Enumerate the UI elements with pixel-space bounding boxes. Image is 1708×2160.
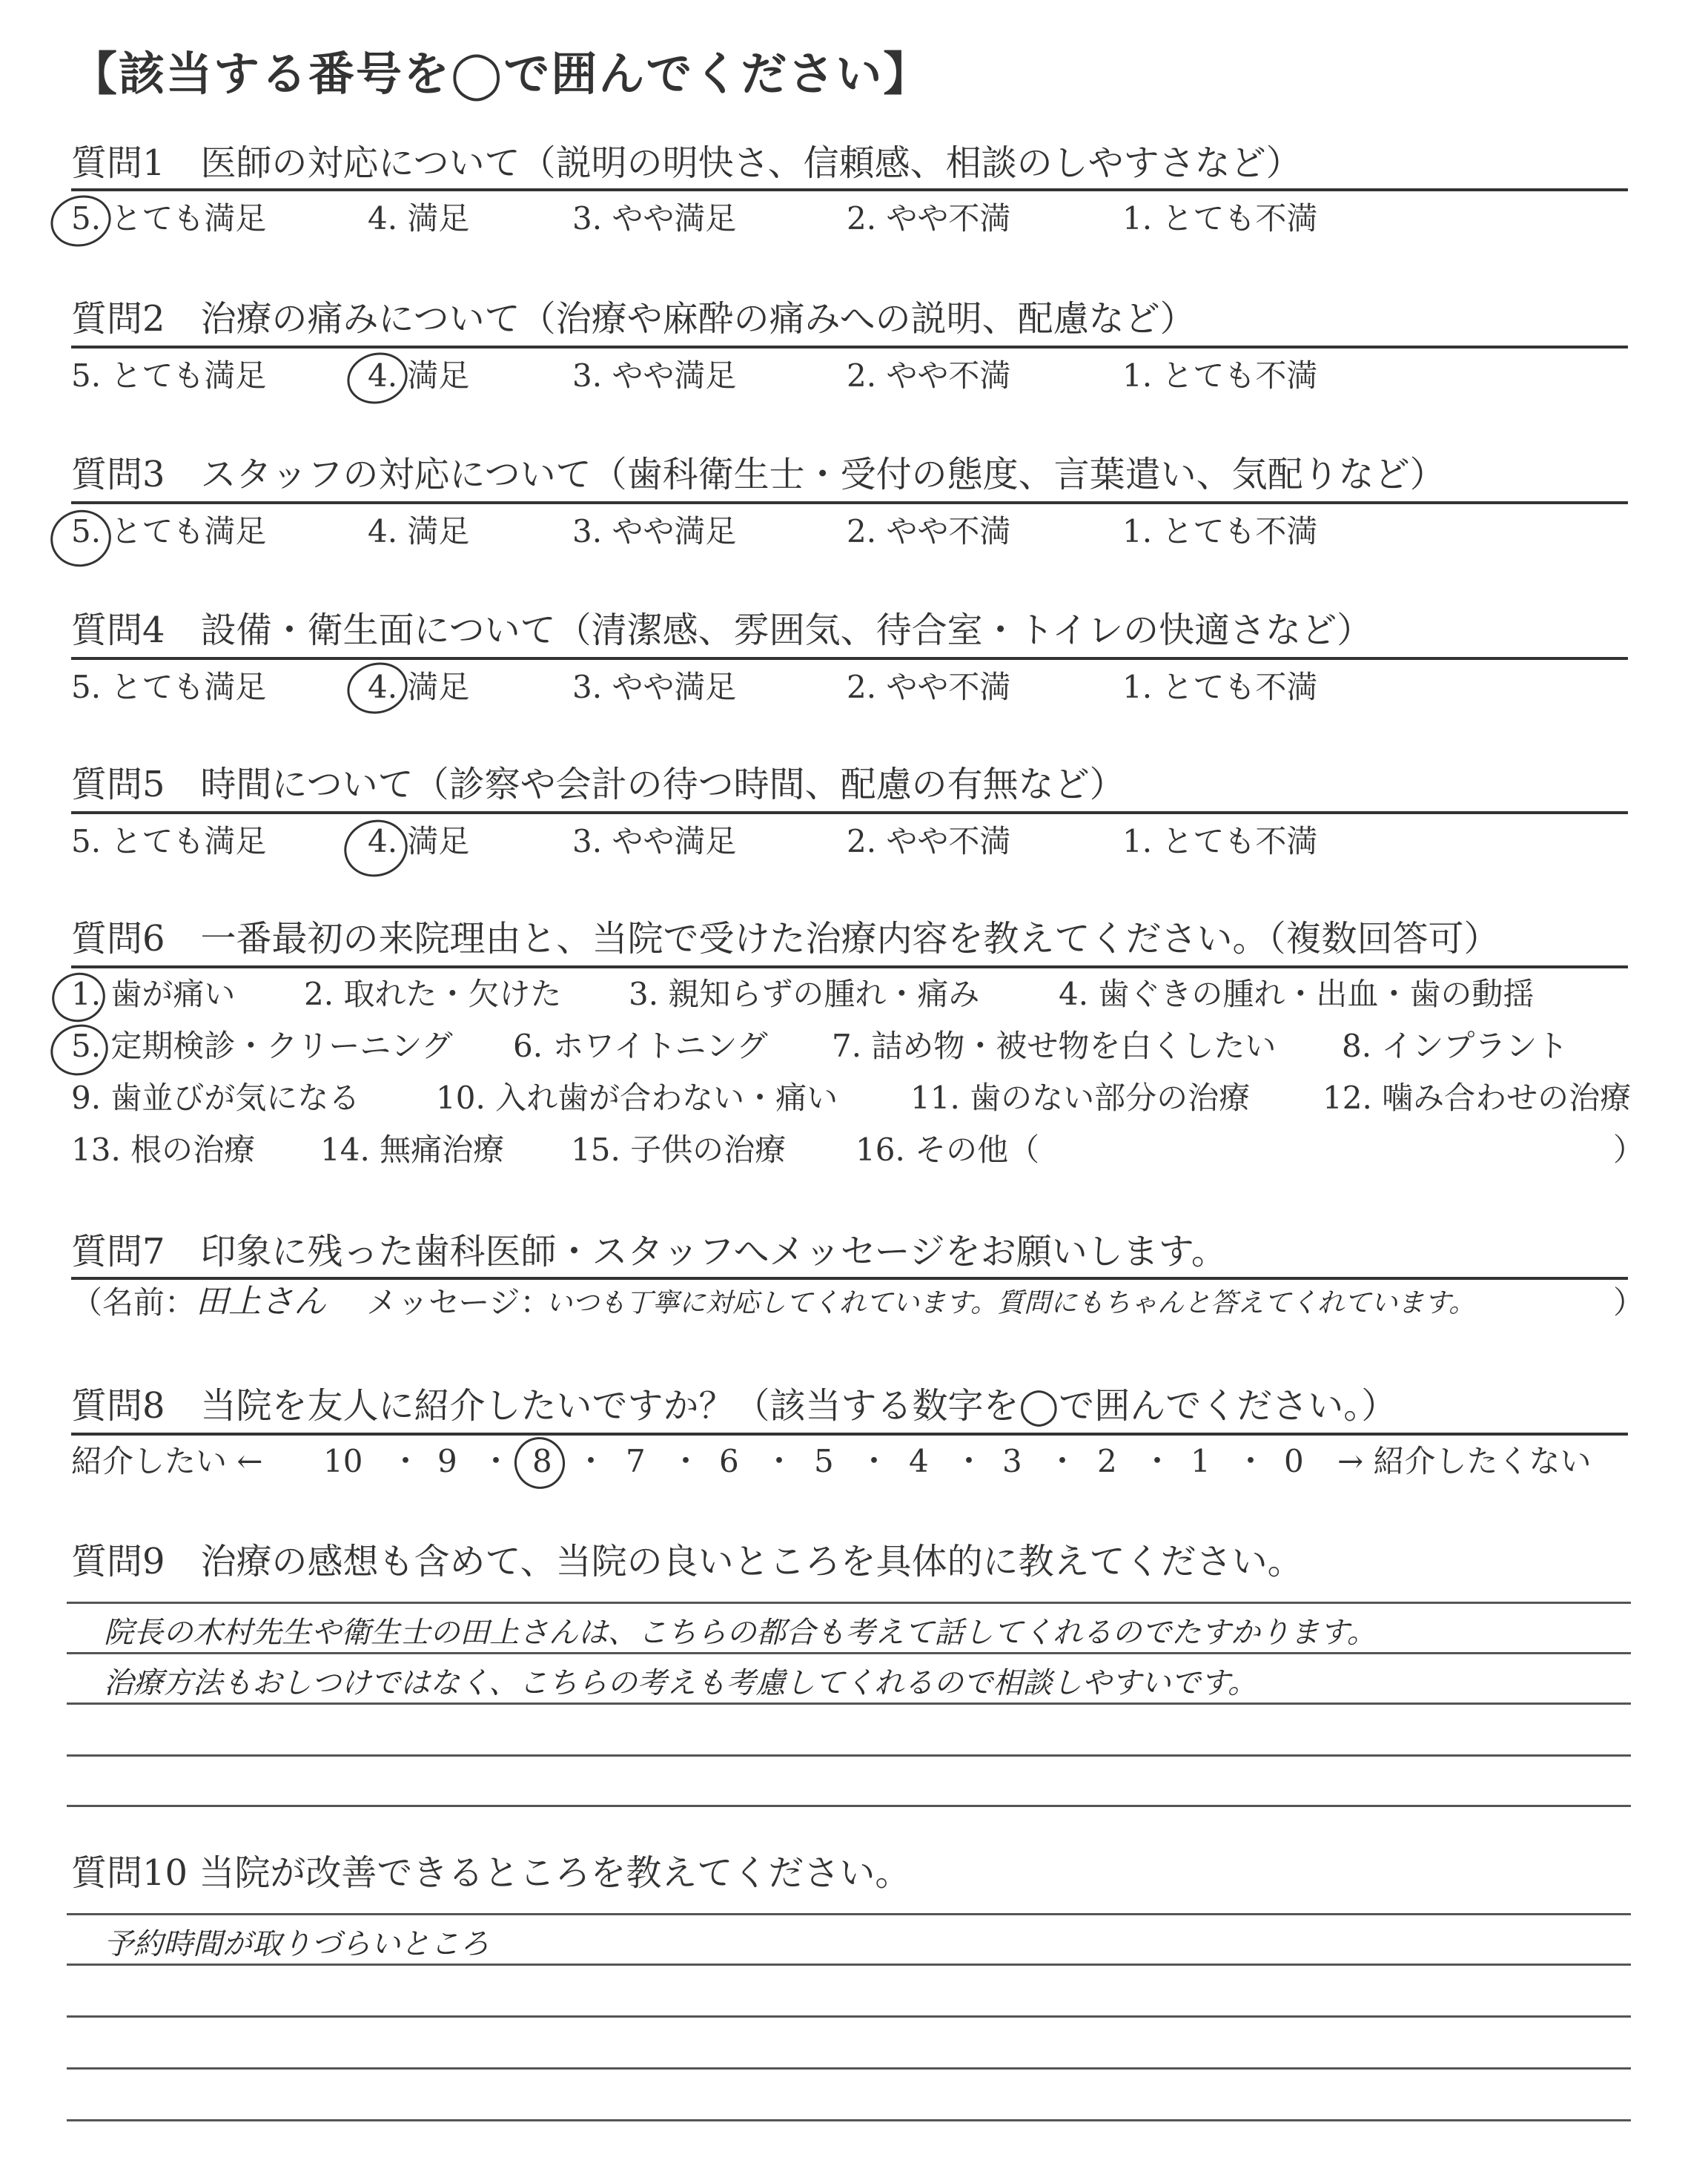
- scale-separator: ・: [670, 1443, 702, 1479]
- question-8-label: 質問8 当院を友人に紹介したいですか？（該当する数字を◯で囲んでください。）: [71, 1385, 1397, 1427]
- option-4[interactable]: 4. 満足: [368, 823, 470, 859]
- selection-circle-mark: [342, 656, 414, 721]
- option-3[interactable]: 3. やや満足: [572, 823, 737, 859]
- question-2-label: 質問2 治療の痛みについて（治療や麻酔の痛みへの説明、配慮など）: [71, 298, 1196, 340]
- divider: [71, 1433, 1628, 1436]
- answer-line: [67, 1913, 1631, 1915]
- page-title: 【該当する番号を◯で囲んでください】: [71, 47, 931, 101]
- option-whitening[interactable]: 6. ホワイトニング: [513, 1028, 768, 1064]
- option-wisdom-tooth[interactable]: 3. 親知らずの腫れ・痛み: [629, 976, 980, 1012]
- option-5[interactable]: 5. とても満足: [71, 200, 267, 237]
- divider: [71, 346, 1628, 349]
- recommend-scale: [71, 1443, 1635, 1487]
- option-1[interactable]: 1. とても不満: [1122, 200, 1318, 237]
- message-close-paren: ）: [1613, 1284, 1645, 1321]
- option-1[interactable]: 1. とても不満: [1122, 357, 1318, 394]
- scale-left-label: 紹介したい ←: [71, 1443, 263, 1479]
- scale-separator: ・: [858, 1443, 890, 1479]
- option-checkup-cleaning[interactable]: 5. 定期検診・クリーニング: [71, 1028, 453, 1064]
- option-2[interactable]: 2. やや不満: [847, 357, 1011, 394]
- scale-separator: ・: [390, 1443, 422, 1479]
- option-4[interactable]: 4. 満足: [368, 357, 470, 394]
- scale-9[interactable]: 9: [437, 1443, 457, 1479]
- divider: [71, 1277, 1628, 1280]
- option-1[interactable]: 1. とても不満: [1122, 823, 1318, 859]
- scale-separator: ・: [764, 1443, 795, 1479]
- divider: [71, 188, 1628, 191]
- divider: [71, 965, 1628, 968]
- scale-10[interactable]: 10: [323, 1443, 363, 1479]
- answer-line: [67, 2067, 1631, 2070]
- scale-separator: ・: [480, 1443, 512, 1479]
- question-6-row-2: [71, 1028, 1635, 1072]
- scale-right-label: → 紹介したくない: [1337, 1443, 1592, 1479]
- option-3[interactable]: 3. やや満足: [572, 357, 737, 394]
- message-value[interactable]: いつも丁寧に対応してくれています。質問にもちゃんと答えてくれています。: [546, 1288, 1476, 1318]
- option-1[interactable]: 1. とても不満: [1122, 669, 1318, 705]
- scale-6[interactable]: 6: [719, 1443, 739, 1479]
- q9-answer-line-2[interactable]: 治療方法もおしつけではなく、こちらの考えも考慮してくれるので相談しやすいです。: [104, 1666, 1257, 1700]
- question-6-row-4: [71, 1132, 1645, 1176]
- question-7-message-row: [71, 1283, 1645, 1329]
- option-2[interactable]: 2. やや不満: [847, 669, 1011, 705]
- question-9-label: 質問9 治療の感想も含めて、当院の良いところを具体的に教えてください。: [71, 1541, 1303, 1582]
- answer-line: [67, 2015, 1631, 2018]
- q10-answer-line-1[interactable]: 予約時間が取りづらいところ: [104, 1927, 489, 1961]
- question-3-label: 質問3 スタッフの対応について（歯科衛生士・受付の態度、言葉遣い、気配りなど）: [71, 454, 1446, 495]
- option-3[interactable]: 3. やや満足: [572, 513, 737, 549]
- scale-4[interactable]: 4: [909, 1443, 929, 1479]
- scale-separator: ・: [575, 1443, 607, 1479]
- question-1-label: 質問1 医師の対応について（説明の明快さ、信頼感、相談のしやすさなど）: [71, 142, 1302, 184]
- option-5[interactable]: 5. とても満足: [71, 357, 267, 394]
- other-close-paren: ）: [1613, 1132, 1645, 1168]
- option-chipped[interactable]: 2. 取れた・欠けた: [304, 976, 562, 1012]
- question-4-options: [71, 669, 1635, 713]
- scale-separator: ・: [953, 1443, 985, 1479]
- divider: [71, 657, 1628, 660]
- question-4-label: 質問4 設備・衛生面について（清潔感、雰囲気、待合室・トイレの快適さなど）: [71, 610, 1373, 651]
- option-alignment[interactable]: 9. 歯並びが気になる: [71, 1080, 360, 1116]
- question-3-options: [71, 513, 1635, 558]
- option-4[interactable]: 4. 満足: [368, 669, 470, 705]
- scale-2[interactable]: 2: [1097, 1443, 1117, 1479]
- question-5-label: 質問5 時間について（診察や会計の待つ時間、配慮の有無など）: [71, 764, 1125, 805]
- option-4[interactable]: 4. 満足: [368, 200, 470, 237]
- option-painless[interactable]: 14. 無痛治療: [320, 1132, 505, 1168]
- option-2[interactable]: 2. やや不満: [847, 200, 1011, 237]
- question-6-row-1: [71, 976, 1635, 1020]
- scale-1[interactable]: 1: [1191, 1443, 1211, 1479]
- question-7-label: 質問7 印象に残った歯科医師・スタッフへメッセージをお願いします。: [71, 1231, 1227, 1272]
- option-5[interactable]: 5. とても満足: [71, 823, 267, 859]
- message-prefix: メッセージ：: [366, 1284, 552, 1321]
- scale-5[interactable]: 5: [814, 1443, 834, 1479]
- question-5-options: [71, 823, 1635, 868]
- option-implant[interactable]: 8. インプラント: [1342, 1028, 1569, 1064]
- option-children[interactable]: 15. 子供の治療: [571, 1132, 787, 1168]
- scale-separator: ・: [1142, 1443, 1174, 1479]
- option-4[interactable]: 4. 満足: [368, 513, 470, 549]
- option-white-fillings[interactable]: 7. 詰め物・被せ物を白くしたい: [832, 1028, 1277, 1064]
- divider: [71, 501, 1628, 504]
- answer-line: [67, 2119, 1631, 2121]
- option-root-canal[interactable]: 13. 根の治療: [71, 1132, 256, 1168]
- scale-separator: ・: [1047, 1443, 1079, 1479]
- option-2[interactable]: 2. やや不満: [847, 513, 1011, 549]
- answer-line: [67, 1602, 1631, 1604]
- option-gum-issues[interactable]: 4. 歯ぐきの腫れ・出血・歯の動揺: [1059, 976, 1535, 1012]
- selection-circle-mark: [45, 189, 117, 254]
- option-other[interactable]: 16. その他（: [855, 1132, 1040, 1168]
- option-3[interactable]: 3. やや満足: [572, 669, 737, 705]
- option-3[interactable]: 3. やや満足: [572, 200, 737, 237]
- q9-answer-line-1[interactable]: 院長の木村先生や衛生士の田上さんは、こちらの都合も考えて話してくれるのでたすかります。: [104, 1616, 1377, 1650]
- option-5[interactable]: 5. とても満足: [71, 513, 267, 549]
- selection-circle-mark: [342, 346, 414, 411]
- name-prefix: （名前：: [71, 1284, 196, 1321]
- option-missing-teeth[interactable]: 11. 歯のない部分の治療: [910, 1080, 1251, 1116]
- scale-0[interactable]: 0: [1284, 1443, 1304, 1479]
- scale-7[interactable]: 7: [626, 1443, 646, 1479]
- question-6-label: 質問6 一番最初の来院理由と、当院で受けた治療内容を教えてください。（複数回答可）: [71, 918, 1500, 960]
- option-2[interactable]: 2. やや不満: [847, 823, 1011, 859]
- option-bite[interactable]: 12. 噛み合わせの治療: [1323, 1080, 1632, 1116]
- name-value[interactable]: 田上さん: [196, 1283, 326, 1321]
- scale-3[interactable]: 3: [1002, 1443, 1022, 1479]
- scale-8[interactable]: 8: [532, 1443, 552, 1479]
- question-10-label: 質問10 当院が改善できるところを教えてください。: [71, 1852, 911, 1894]
- question-1-options: [71, 200, 1635, 245]
- selection-circle-mark: [509, 1431, 571, 1494]
- scale-separator: ・: [1235, 1443, 1267, 1479]
- option-dentures[interactable]: 10. 入れ歯が合わない・痛い: [436, 1080, 838, 1116]
- question-2-options: [71, 357, 1635, 402]
- answer-line: [67, 1805, 1631, 1807]
- option-tooth-pain[interactable]: 1. 歯が痛い: [71, 976, 236, 1012]
- option-5[interactable]: 5. とても満足: [71, 669, 267, 705]
- divider: [71, 811, 1628, 814]
- question-6-row-3: [71, 1080, 1635, 1124]
- answer-line: [67, 1754, 1631, 1757]
- option-1[interactable]: 1. とても不満: [1122, 513, 1318, 549]
